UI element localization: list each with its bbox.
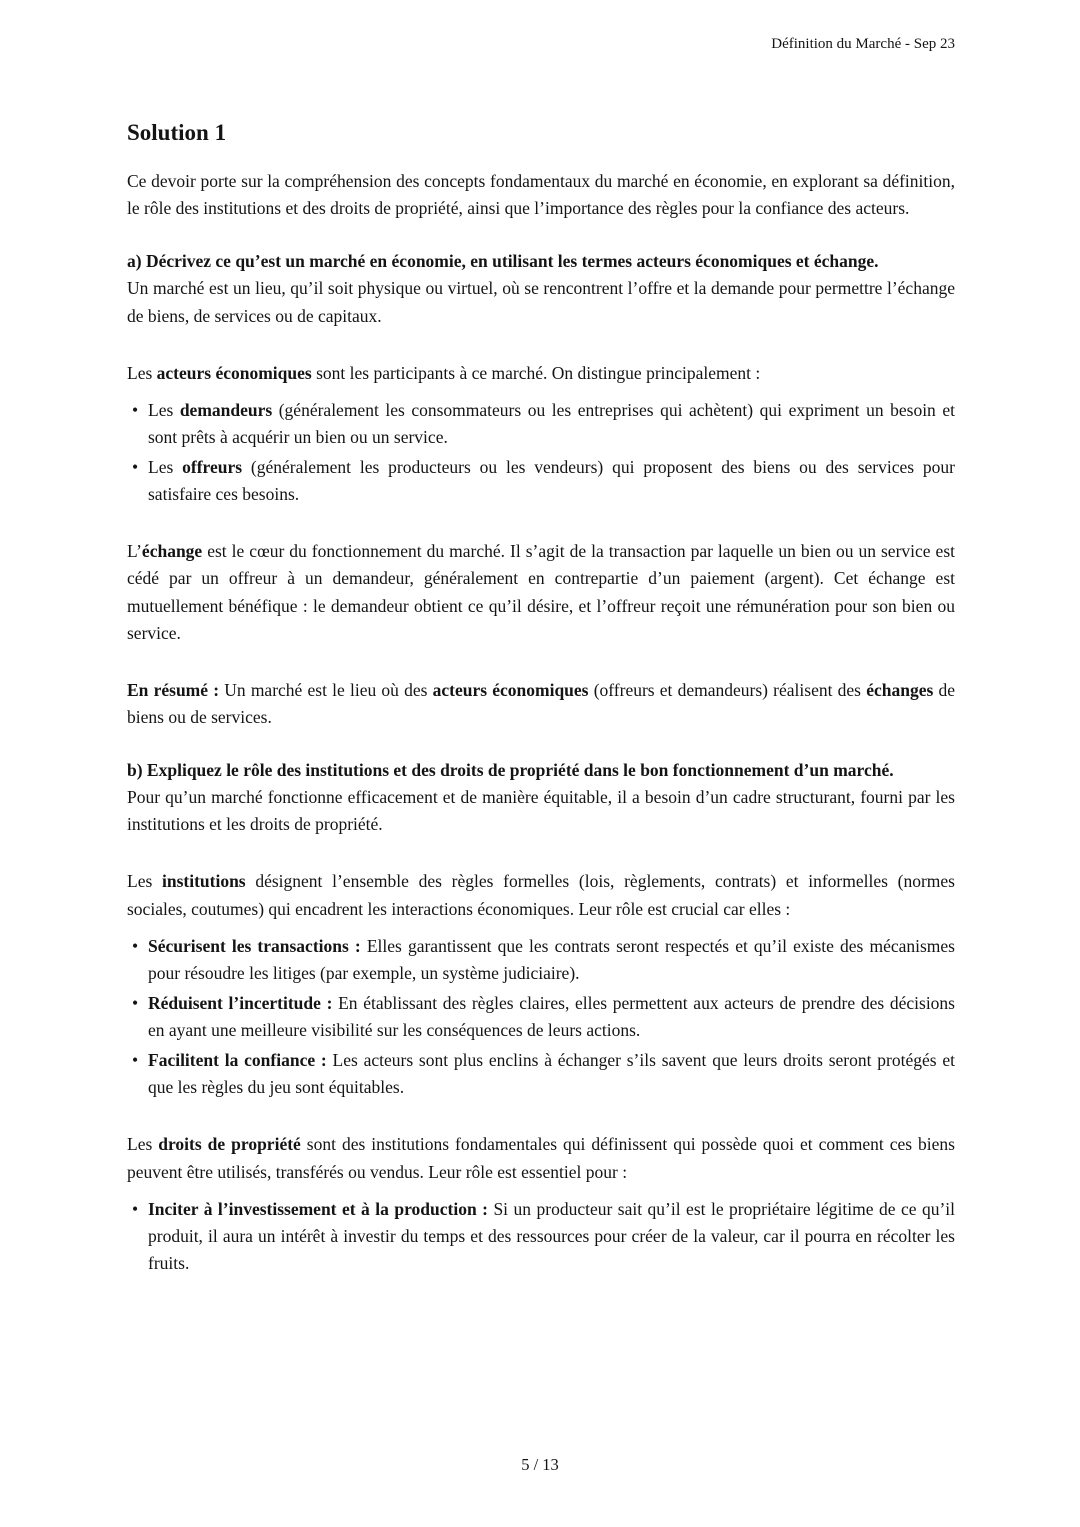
- bullet-icon: •: [132, 399, 139, 420]
- list-item-text: Réduisent l’incertitude : En établissant des règles claires, elles permettent aux acteurs de prendre des décisions en ayant une meilleure visibilité sur les conséquences de leurs actions.: [148, 992, 955, 1040]
- list-item: [127, 397, 955, 451]
- list-item: [127, 990, 955, 1044]
- intro-paragraph: Ce devoir porte sur la compréhension des concepts fondamentaux du marché en économie, en explorant sa définition, le rôle des institutions et des droits de propriété, ainsi que l’importance des règles pour la confiance des acteurs.: [127, 171, 955, 219]
- question-b-heading: b) Expliquez le rôle des institutions et des droits de propriété dans le bon fonctionnement d’un marché.: [127, 760, 894, 780]
- section-b-paragraph-1: Pour qu’un marché fonctionne efficacement et de manière équitable, il a besoin d’un cadre structurant, fourni par les institutions et les droits de propriété.: [127, 787, 955, 835]
- section-b-paragraph-2: Les institutions désignent l’ensemble des règles formelles (lois, règlements, contrats) et informelles (normes sociales, coutumes) qui encadrent les interactions économiques. Leur rôle est crucial car elles :: [127, 871, 955, 919]
- section-a-bullet-list: [127, 397, 955, 509]
- section-b-paragraph-3: Les droits de propriété sont des institutions fondamentales qui définissent qui possède quoi et comment ces biens peuvent être utilisés, transférés ou vendus. Leur rôle est essentiel pour :: [127, 1134, 955, 1182]
- list-item-text: Les demandeurs (généralement les consommateurs ou les entreprises qui achètent) qui expriment un besoin et sont prêts à acquérir un bien ou un service.: [148, 399, 955, 447]
- bullet-icon: •: [132, 457, 139, 477]
- list-item-text: Facilitent la confiance : Les acteurs sont plus enclins à échanger s’ils savent que leurs droits seront protégés et que les règles du jeu sont équitables.: [148, 1050, 955, 1098]
- list-item: [127, 454, 955, 508]
- list-item-text: Inciter à l’investissement et à la production : Si un producteur sait qu’il est le propriétaire légitime de ce qu’il produit, il aura un intérêt à investir du temps et des ressources pour créer de la valeur, car il pourra en récolter les fruits.: [148, 1198, 956, 1273]
- page-title: Solution 1: [127, 120, 227, 145]
- section-a-paragraph-3: L’échange est le cœur du fonctionnement du marché. Il s’agit de la transaction par laquelle un bien ou un service est cédé par un offreur à un demandeur, généralement en contrepartie d’un paiement (argent). Cet échange est mutuellement bénéfique : le demandeur obtient ce qu’il désire, et l’offreur reçoit une rémunération pour son bien ou service.: [127, 541, 955, 643]
- question-a-heading: a) Décrivez ce qu’est un marché en économie, en utilisant les termes acteurs économiques et échange.: [127, 251, 879, 272]
- list-item-text: Sécurisent les transactions : Elles garantissent que les contrats seront respectés et qu’il existe des mécanismes pour résoudre les litiges (par exemple, un système judiciaire).: [148, 935, 955, 983]
- section-b-bullet-list-2: [127, 1196, 955, 1277]
- section-b-bullet-list: [127, 933, 955, 1102]
- bullet-icon: •: [132, 992, 139, 1013]
- section-a-paragraph-2: Les acteurs économiques sont les participants à ce marché. On distingue principalement :: [127, 362, 761, 383]
- list-item-text: Les offreurs (généralement les producteurs ou les vendeurs) qui proposent des biens ou des services pour satisfaire ces besoins.: [148, 457, 955, 505]
- list-item: [127, 1047, 955, 1101]
- list-item: [127, 933, 955, 987]
- list-item: [127, 1196, 955, 1277]
- section-a-summary: En résumé : Un marché est le lieu où des acteurs économiques (offreurs et demandeurs) réalisent des échanges de biens ou de services.: [127, 679, 955, 727]
- section-a-paragraph-1: Un marché est un lieu, qu’il soit physique ou virtuel, où se rencontrent l’offre et la demande pour permettre l’échange de biens, de services ou de capitaux.: [127, 278, 955, 326]
- bullet-icon: •: [132, 935, 139, 956]
- page-header: Définition du Marché - Sep 23: [771, 36, 955, 52]
- page-number: 5 / 13: [521, 1455, 559, 1474]
- bullet-icon: •: [132, 1198, 139, 1219]
- bullet-icon: •: [132, 1050, 139, 1071]
